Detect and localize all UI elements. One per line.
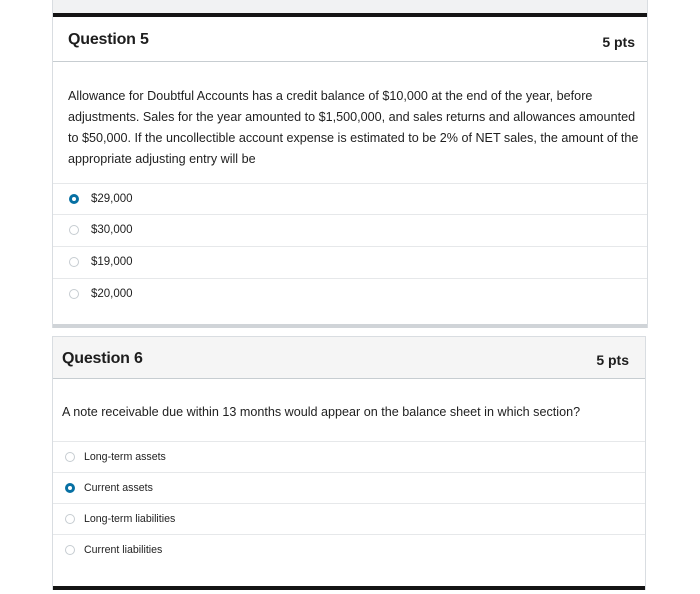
question-6-card bbox=[52, 336, 646, 590]
answer-label[interactable]: Long-term assets bbox=[84, 451, 166, 463]
question-5-card bbox=[52, 0, 648, 328]
radio-button[interactable] bbox=[65, 514, 75, 524]
answer-option[interactable] bbox=[53, 246, 647, 277]
radio-button-selected[interactable] bbox=[65, 483, 75, 493]
question-5-points: 5 pts bbox=[602, 34, 635, 50]
answer-option[interactable] bbox=[53, 441, 645, 472]
answer-option[interactable] bbox=[53, 183, 647, 214]
answer-option[interactable] bbox=[53, 472, 645, 503]
answer-label[interactable]: $19,000 bbox=[91, 256, 133, 268]
answer-label[interactable]: Current assets bbox=[84, 482, 153, 494]
question-6-points: 5 pts bbox=[596, 352, 629, 368]
radio-button[interactable] bbox=[65, 452, 75, 462]
radio-button-selected[interactable] bbox=[69, 194, 79, 204]
radio-button[interactable] bbox=[65, 545, 75, 555]
answer-label[interactable]: Long-term liabilities bbox=[84, 513, 176, 525]
question-6-text: A note receivable due within 13 months would appear on the balance sheet in which section? bbox=[62, 405, 581, 419]
question-6-title: Question 6 bbox=[62, 350, 143, 367]
question-6-header bbox=[53, 337, 645, 379]
answer-option[interactable] bbox=[53, 214, 647, 245]
radio-button[interactable] bbox=[69, 257, 79, 267]
radio-button[interactable] bbox=[69, 289, 79, 299]
answer-option[interactable] bbox=[53, 503, 645, 534]
previous-question-footer bbox=[53, 0, 647, 17]
question-5-bottom-border bbox=[53, 324, 647, 328]
answer-option[interactable] bbox=[53, 278, 647, 309]
answer-label[interactable]: $20,000 bbox=[91, 288, 133, 300]
answer-option[interactable] bbox=[53, 534, 645, 565]
question-6-bottom-border bbox=[53, 586, 645, 590]
question-5-title: Question 5 bbox=[68, 31, 149, 48]
question-5-header bbox=[53, 17, 647, 62]
radio-button[interactable] bbox=[69, 225, 79, 235]
question-5-text: Allowance for Doubtful Accounts has a credit balance of $10,000 at the end of the year, before adjustments. Sales for the year amounted to $1,500,000, and sales returns and allowances amounted to $50,000. If the uncollectible account expense is estimated to be 2% of NET sales, the amount of the appropriate adjusting entry will be bbox=[68, 89, 639, 166]
answer-label[interactable]: $30,000 bbox=[91, 224, 133, 236]
answer-label[interactable]: Current liabilities bbox=[84, 544, 163, 556]
answer-label[interactable]: $29,000 bbox=[91, 193, 133, 205]
